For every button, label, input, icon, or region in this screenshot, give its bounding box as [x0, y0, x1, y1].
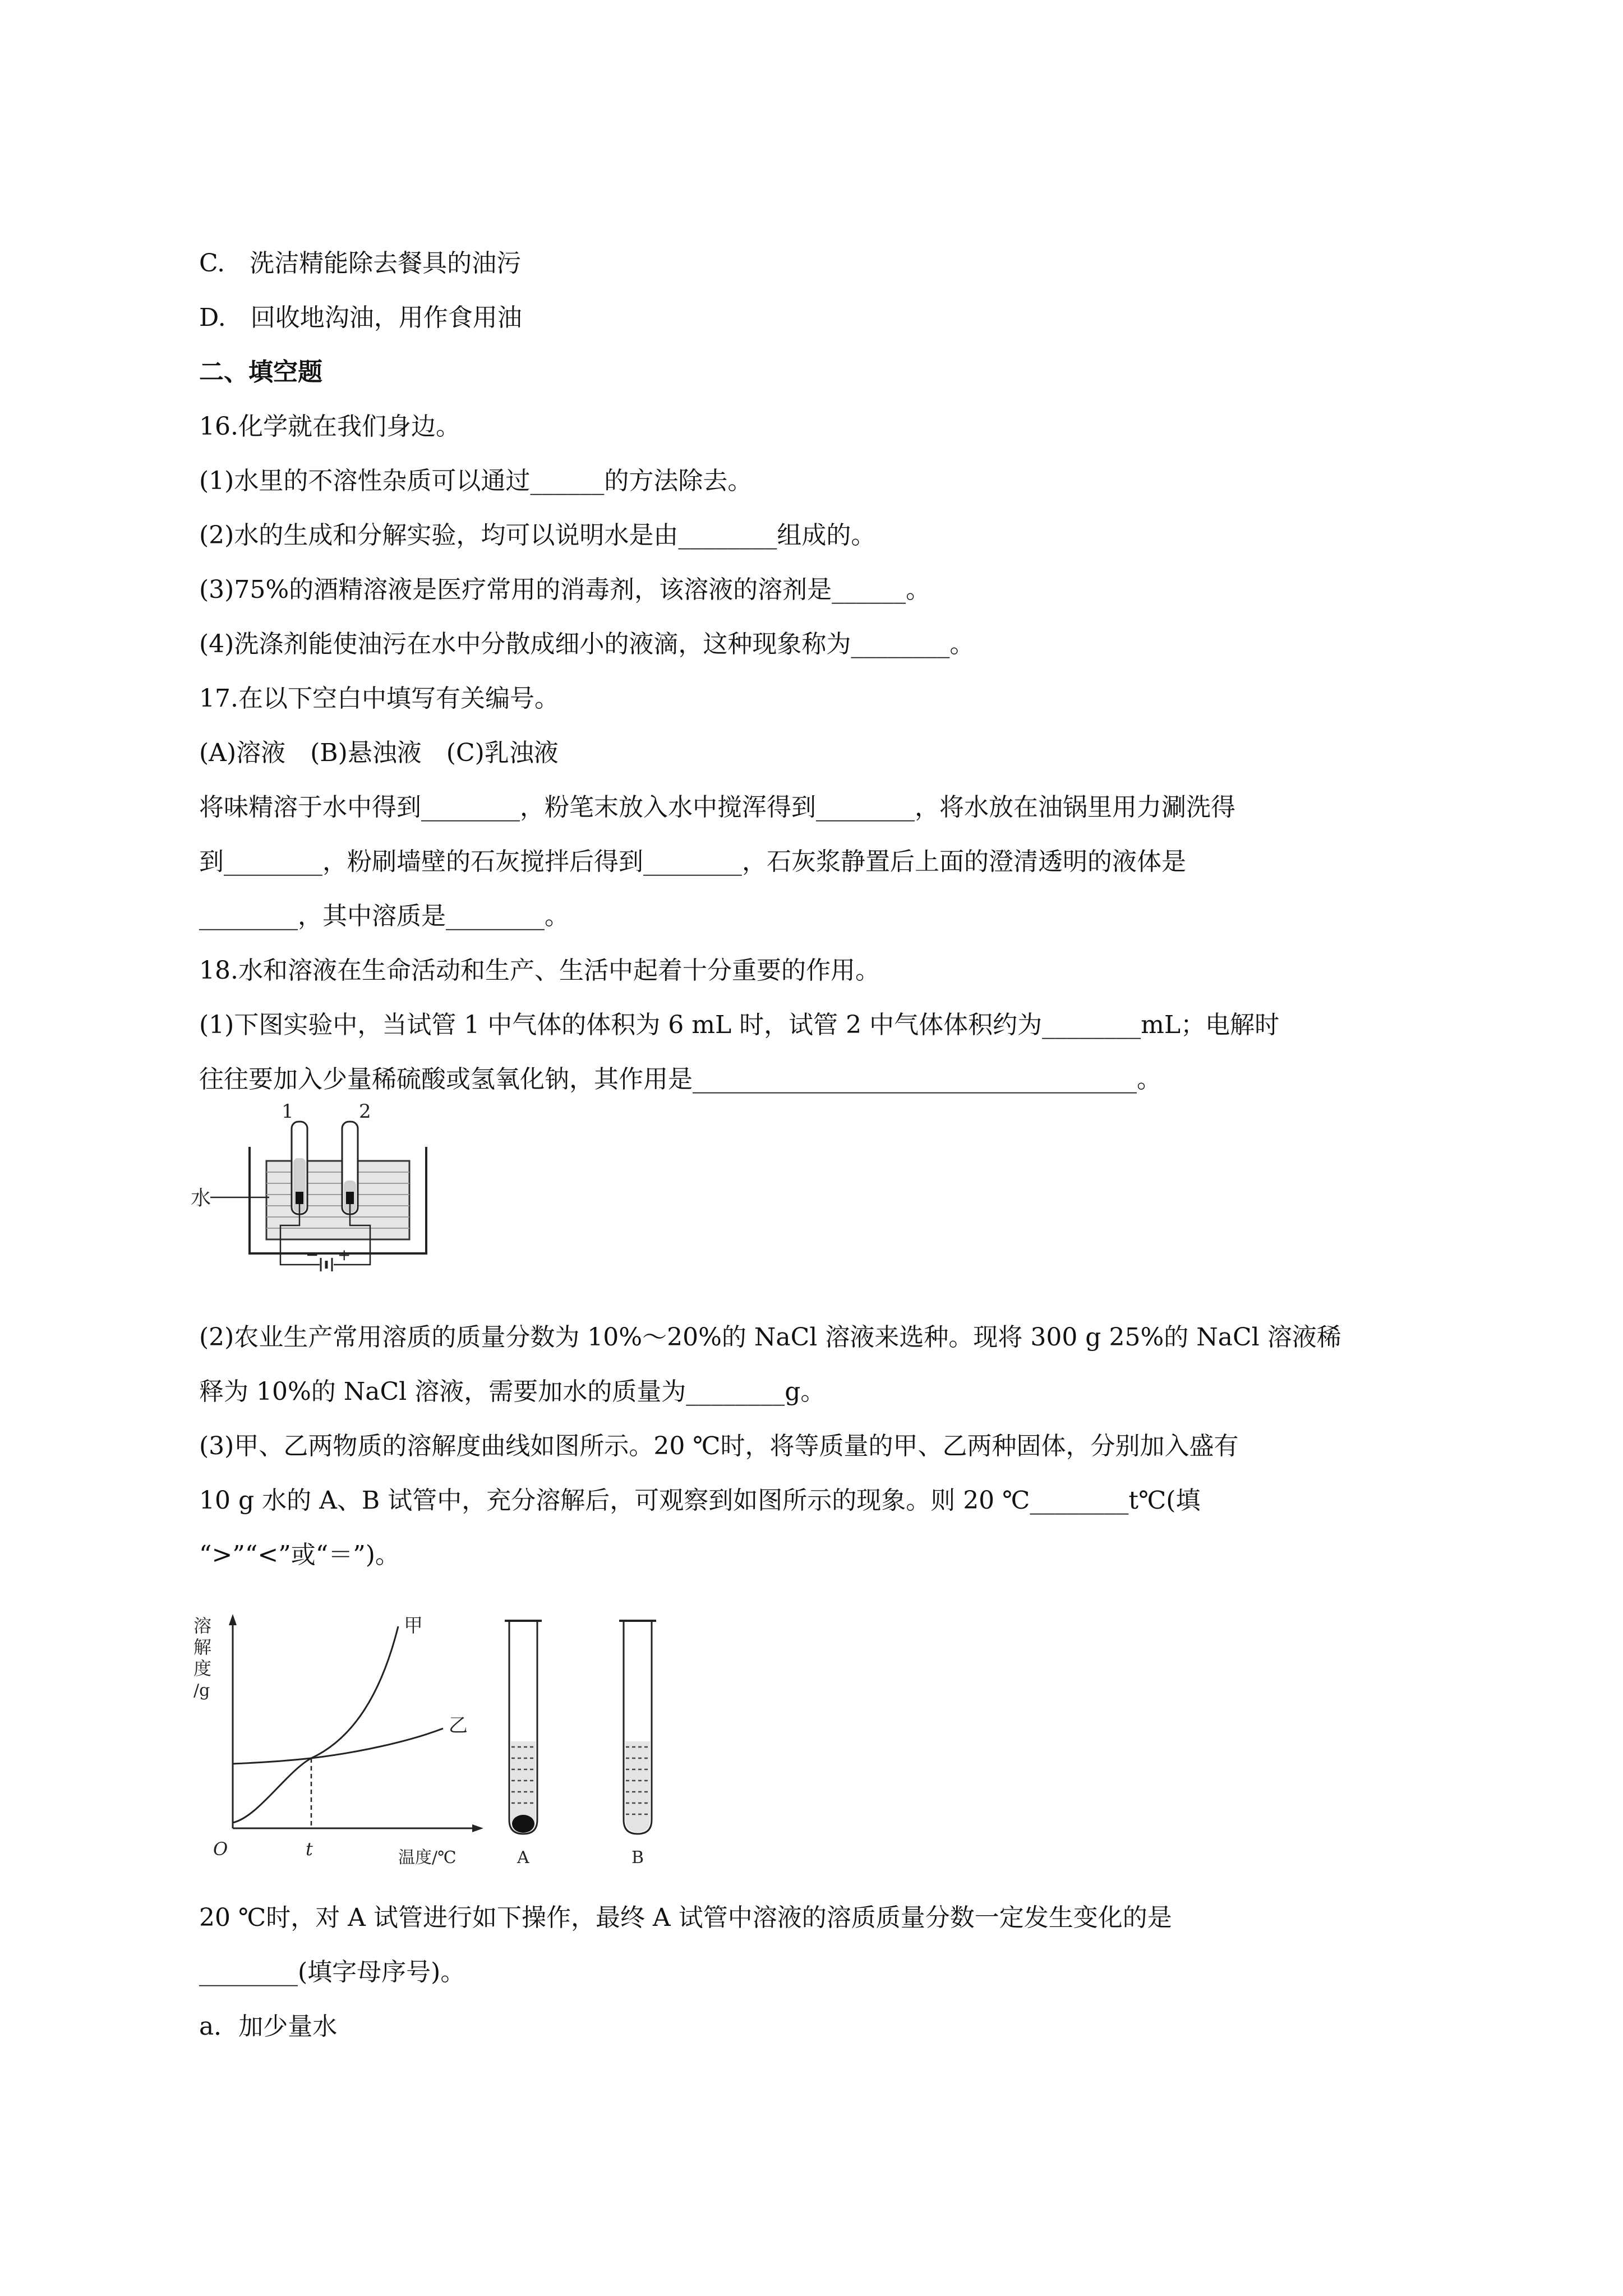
- section-title: 二、填空题: [199, 358, 322, 386]
- option-c: C. 洗洁精能除去餐具的油污: [199, 249, 522, 278]
- q17-stem: 17.在以下空白中填写有关编号。: [199, 684, 559, 713]
- q18-part3-line2: 10 g 水的 A、B 试管中，充分溶解后，可观察到如图所示的现象。则 20 ℃________t℃(填: [199, 1486, 1201, 1515]
- curve-yi-label: 乙: [449, 1714, 468, 1737]
- q16-part3: (3)75%的酒精溶液是医疗常用的消毒剂，该溶液的溶剂是______。: [199, 575, 931, 604]
- q17-text-line3: ________，其中溶质是________。: [199, 902, 569, 930]
- q18-part4-option-a: a．加少量水: [199, 2012, 338, 2041]
- q16-part1: (1)水里的不溶性杂质可以通过______的方法除去。: [199, 467, 753, 495]
- t-label: t: [306, 1838, 313, 1860]
- q17-text-line1: 将味精溶于水中得到________，粉笔末放入水中搅浑得到________，将水放在油锅里用力涮洗得: [199, 793, 1235, 822]
- negative-terminal-label: −: [306, 1246, 319, 1264]
- tube-1-label: 1: [282, 1100, 294, 1123]
- q18-part3-line3: “>”“<”或“＝”)。: [199, 1541, 400, 1569]
- q18-part2-line2: 释为 10%的 NaCl 溶液，需要加水的质量为________g。: [199, 1377, 826, 1406]
- svg-text:解: 解: [193, 1636, 212, 1658]
- tube-2-label: 2: [359, 1100, 371, 1123]
- q18-part2-line1: (2)农业生产常用溶质的质量分数为 10%～20%的 NaCl 溶液来选种。现将 300 g 25%的 NaCl 溶液稀: [199, 1323, 1341, 1352]
- q16-stem: 16.化学就在我们身边。: [199, 412, 460, 441]
- electrolysis-figure: [191, 1096, 437, 1276]
- svg-text:/g: /g: [193, 1681, 210, 1700]
- tube-b-label: B: [631, 1848, 644, 1868]
- water-label: 水: [191, 1187, 211, 1210]
- curve-jia-label: 甲: [404, 1615, 423, 1637]
- q17-text-line2: 到________，粉刷墙壁的石灰搅拌后得到________，石灰浆静置后上面的澄清透明的液体是: [199, 847, 1186, 876]
- q18-part4-line1: 20 ℃时，对 A 试管进行如下操作，最终 A 试管中溶液的溶质质量分数一定发生变化的是: [199, 1903, 1172, 1932]
- test-tube-a: [505, 1621, 542, 1834]
- positive-terminal-label: +: [338, 1246, 351, 1264]
- svg-text:度: 度: [193, 1658, 212, 1679]
- tube-a-label: A: [517, 1848, 529, 1868]
- x-axis-label: 温度/℃: [398, 1848, 457, 1868]
- q18-part1-line2: 往往要加入少量稀硫酸或氢氧化钠，其作用是____________________________________。: [199, 1065, 1161, 1094]
- q16-part2: (2)水的生成和分解实验，均可以说明水是由________组成的。: [199, 521, 876, 550]
- solubility-figure: [191, 1604, 695, 1873]
- svg-text:溶: 溶: [193, 1615, 212, 1636]
- q18-part3-line1: (3)甲、乙两物质的溶解度曲线如图所示。20 ℃时，将等质量的甲、乙两种固体，分别加入盛有: [199, 1432, 1239, 1460]
- y-axis-label: [193, 1615, 211, 1700]
- option-d: D. 回收地沟油，用作食用油: [199, 303, 522, 332]
- q16-part4: (4)洗涤剂能使油污在水中分散成细小的液滴，这种现象称为________。: [199, 630, 975, 658]
- q18-part1-line1: (1)下图实验中，当试管 1 中气体的体积为 6 mL 时，试管 2 中气体体积约为________mL；电解时: [199, 1011, 1280, 1039]
- origin-label: O: [213, 1838, 228, 1860]
- q17-options: (A)溶液 (B)悬浊液 (C)乳浊液: [199, 739, 559, 767]
- test-tube-b: [619, 1621, 656, 1834]
- q18-part4-line2: ________(填字母序号)。: [199, 1958, 465, 1986]
- q18-stem: 18.水和溶液在生命活动和生产、生活中起着十分重要的作用。: [199, 956, 880, 985]
